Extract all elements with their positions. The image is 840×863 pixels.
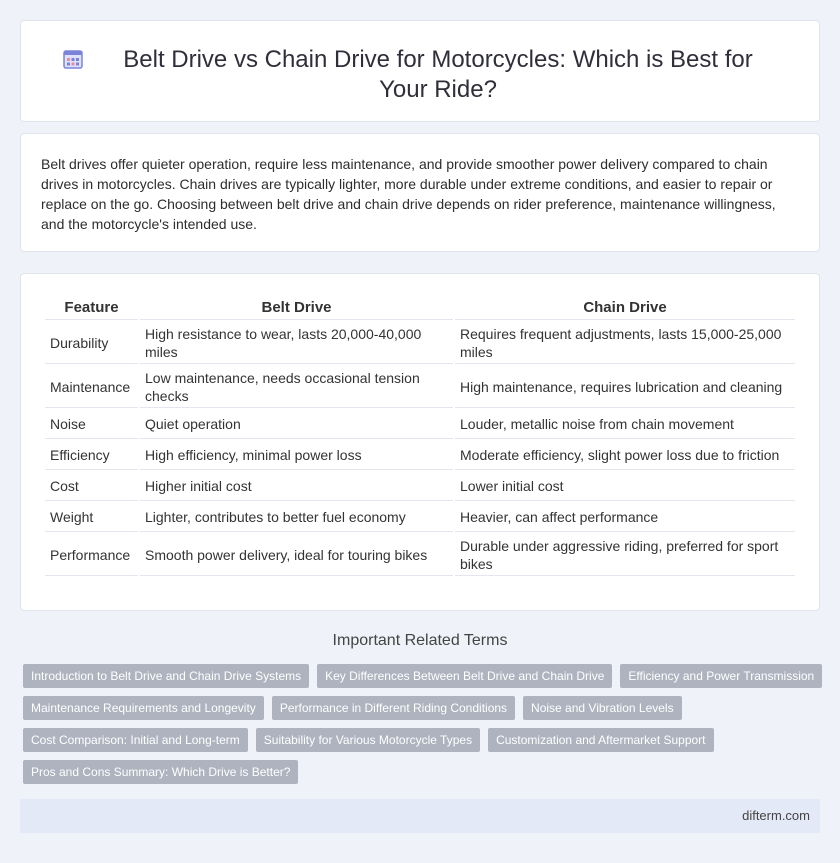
belt-drive-cell: High resistance to wear, lasts 20,000-40,000 miles xyxy=(140,322,453,364)
calendar-grid-icon xyxy=(61,47,85,71)
title-card xyxy=(20,20,820,122)
footer xyxy=(20,799,820,833)
comparison-table xyxy=(43,294,797,578)
table-row xyxy=(45,503,795,532)
belt-drive-cell: Higher initial cost xyxy=(140,472,453,501)
comparison-card xyxy=(20,273,820,611)
table-row xyxy=(45,472,795,501)
table-row xyxy=(45,366,795,408)
related-terms-title: Important Related Terms xyxy=(332,632,508,649)
column-header-belt-drive: Belt Drive xyxy=(140,296,453,320)
chain-drive-cell: Lower initial cost xyxy=(455,472,795,501)
related-term-tag[interactable]: Cost Comparison: Initial and Long-term xyxy=(23,728,248,752)
related-term-tag[interactable]: Key Differences Between Belt Drive and Chain Drive xyxy=(317,664,612,688)
title-row xyxy=(21,45,819,105)
related-term-tag[interactable]: Customization and Aftermarket Support xyxy=(488,728,713,752)
belt-drive-cell: Lighter, contributes to better fuel economy xyxy=(140,503,453,532)
feature-cell: Performance xyxy=(45,534,138,576)
intro-card xyxy=(20,133,820,252)
feature-cell: Weight xyxy=(45,503,138,532)
chain-drive-cell: Heavier, can affect performance xyxy=(455,503,795,532)
related-term-tag[interactable]: Performance in Different Riding Conditions xyxy=(272,696,515,720)
table-row xyxy=(45,410,795,439)
table-row xyxy=(45,322,795,364)
table-row xyxy=(45,441,795,470)
related-term-tag[interactable]: Suitability for Various Motorcycle Types xyxy=(256,728,480,752)
feature-cell: Durability xyxy=(45,322,138,364)
column-header-feature: Feature xyxy=(45,296,138,320)
feature-cell: Noise xyxy=(45,410,138,439)
related-term-tag[interactable]: Efficiency and Power Transmission xyxy=(620,664,822,688)
chain-drive-cell: Louder, metallic noise from chain movement xyxy=(455,410,795,439)
related-terms-list xyxy=(23,664,823,784)
belt-drive-cell: Smooth power delivery, ideal for touring bikes xyxy=(140,534,453,576)
belt-drive-cell: Low maintenance, needs occasional tension checks xyxy=(140,366,453,408)
belt-drive-cell: High efficiency, minimal power loss xyxy=(140,441,453,470)
chain-drive-cell: Durable under aggressive riding, preferred for sport bikes xyxy=(455,534,795,576)
feature-cell: Cost xyxy=(45,472,138,501)
related-term-tag[interactable]: Noise and Vibration Levels xyxy=(523,696,682,720)
table-header-row xyxy=(45,296,795,320)
chain-drive-cell: Moderate efficiency, slight power loss due to friction xyxy=(455,441,795,470)
intro-paragraph: Belt drives offer quieter operation, require less maintenance, and provide smoother power delivery compared to chain drives in motorcycles. Chain drives are typically lighter, more durable under extreme conditions, and easier to repair or replace on the go. Choosing between belt drive and chain drive depends on rider preference, maintenance willingness, and the motorcycle's intended use. xyxy=(41,156,776,232)
chain-drive-cell: Requires frequent adjustments, lasts 15,000-25,000 miles xyxy=(455,322,795,364)
related-term-tag[interactable]: Introduction to Belt Drive and Chain Drive Systems xyxy=(23,664,309,688)
chain-drive-cell: High maintenance, requires lubrication and cleaning xyxy=(455,366,795,408)
feature-cell: Maintenance xyxy=(45,366,138,408)
footer-site-link[interactable]: difterm.com xyxy=(742,808,810,823)
column-header-chain-drive: Chain Drive xyxy=(455,296,795,320)
related-term-tag[interactable]: Maintenance Requirements and Longevity xyxy=(23,696,264,720)
table-row xyxy=(45,534,795,576)
related-term-tag[interactable]: Pros and Cons Summary: Which Drive is Better? xyxy=(23,760,298,784)
belt-drive-cell: Quiet operation xyxy=(140,410,453,439)
page-title: Belt Drive vs Chain Drive for Motorcycles: Which is Best for Your Ride? xyxy=(123,46,753,103)
feature-cell: Efficiency xyxy=(45,441,138,470)
